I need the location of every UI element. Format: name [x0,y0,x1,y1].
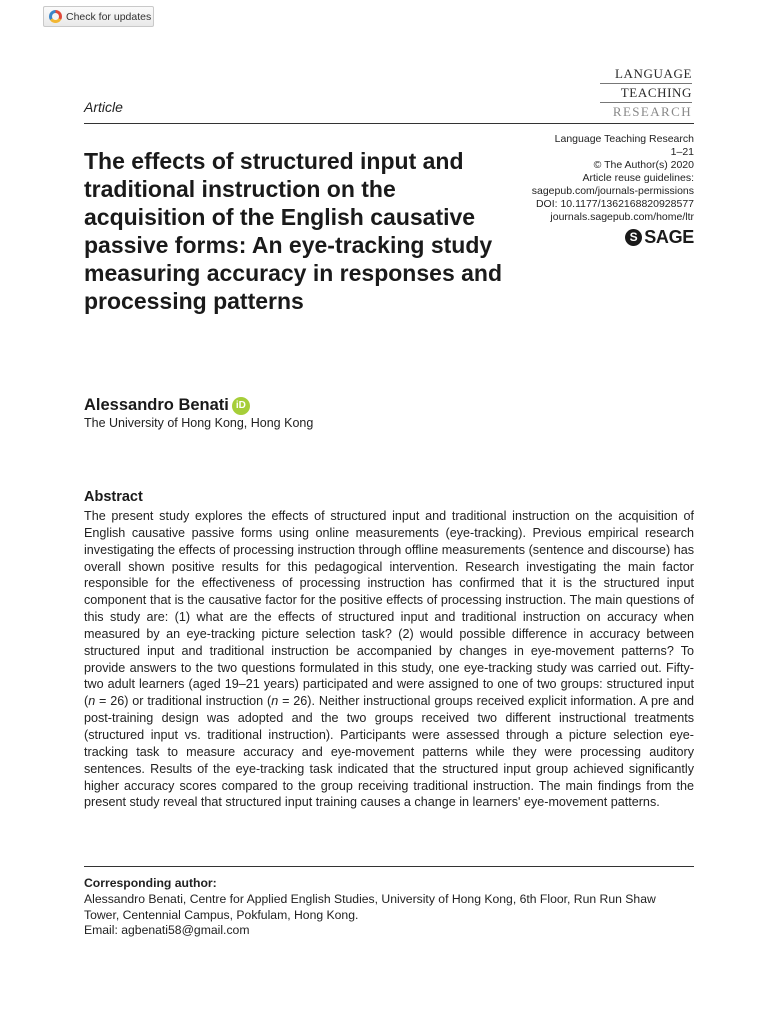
check-for-updates-button[interactable] [43,6,154,27]
article-type-label: Article [84,99,123,115]
corresponding-author [84,876,694,939]
logo-line-2: TEACHING [620,85,692,100]
doi[interactable]: DOI: 10.1177/1362168820928577 [535,198,694,210]
corresponding-heading: Corresponding author: [84,876,217,890]
abstract-heading: Abstract [84,489,143,505]
abstract-body [84,508,694,811]
corresponding-email[interactable]: Email: agbenati58@gmail.com [84,923,250,938]
header-divider [84,123,694,124]
author-line [84,396,250,415]
journal-logo [600,66,692,120]
orcid-icon[interactable]: iD [232,397,250,415]
footer-divider [84,866,694,867]
publisher-logo [625,227,694,248]
abstract-text-2: = 26) or traditional instruction ( [95,694,272,709]
reuse-label: Article reuse guidelines: [582,172,694,184]
abstract-text-1: The present study explores the effects of structured input and traditional instruction on the acquisition of English causative passive forms using online measurements (eye-tracking). Previous empirical research investigating the effects of processing instruction through offline measurements (sentence and discourse) has overall shown positive results for this pedagogical intervention. Research investigating the main factor responsible for the effectiveness of processing instruction has confirmed that it is the structured input component that is the causative factor for the positive effects of processing instruction. The main questions of this study are: (1) what are the effects of structured input and traditional instruction on accuracy when measured by an eye-tracking picture selection task? (2) would possible difference in accuracy between structured input and traditional instruction be accompanied by changes in eye-movement patterns? To provide answers to the two questions formulated in this study, one eye-tracking study was carried out. Fifty-two adult learners (aged 19–21 years) participated and were assigned to one of two groups: structured input ( [84,509,694,709]
n-variable: n [88,694,96,709]
logo-line-3: RESEARCH [612,104,692,119]
sage-icon: S [625,229,642,246]
author-affiliation: The University of Hong Kong, Hong Kong [84,416,314,430]
article-title: The effects of structured input and traditional instruction on the acquisition of the English causative passive forms: An eye-tracking study measuring accuracy in responses and processing patterns [84,148,503,314]
n-variable: n [271,694,279,709]
reuse-link[interactable]: sagepub.com/journals-permissions [531,185,694,197]
check-for-updates-label: Check for updates [66,10,152,23]
crossmark-icon [49,10,62,23]
copyright: © The Author(s) 2020 [593,159,694,171]
logo-line-1: LANGUAGE [614,66,692,81]
author-name: Alessandro Benati [84,396,229,414]
logo-rule [600,83,692,84]
abstract-text-3: = 26). Neither instructional groups received explicit information. A pre and post-training design was adopted and the two groups received two different instructional treatments (structured input vs. traditional instruction). Participants were assessed through a picture selection eye-tracking task to measure accuracy and eye-movement patterns while they were processing auditory sentences. Results of the eye-tracking task indicated that the structured input group achieved significantly higher accuracy scores compared to the group receiving traditional instruction. The main findings from the present study reveal that structured input training causes a change in learners' eye-movement patterns. [84,694,694,810]
journal-name: Language Teaching Research [554,133,694,145]
publisher-name: SAGE [644,227,694,247]
page-range: 1–21 [670,146,694,158]
corresponding-address: Alessandro Benati, Centre for Applied English Studies, University of Hong Kong, 6th Floor, Run Run Shaw Tower, Centennial Campus, Pokfulam, Hong Kong. [84,891,656,922]
logo-rule [600,102,692,103]
journal-link[interactable]: journals.sagepub.com/home/ltr [550,211,694,223]
